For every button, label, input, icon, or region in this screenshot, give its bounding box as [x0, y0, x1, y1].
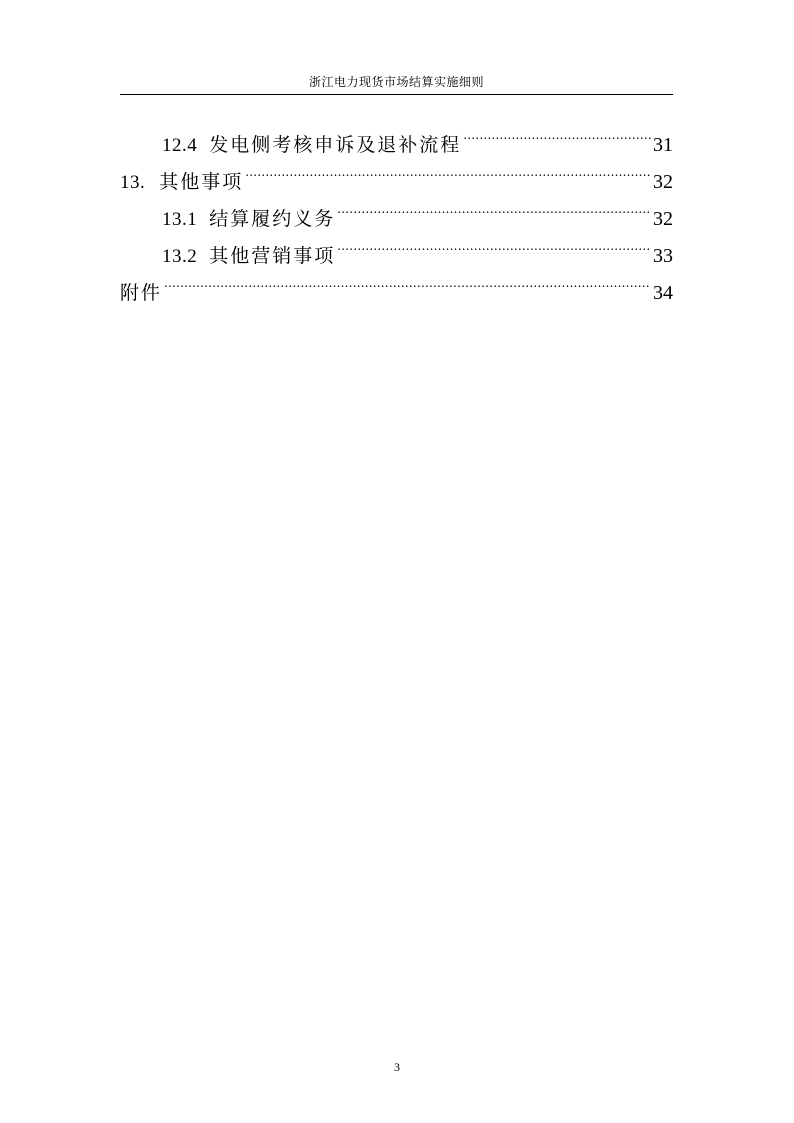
- toc-leader-dots: [337, 225, 651, 262]
- toc-leader-dots: [337, 188, 651, 225]
- header-rule: [120, 94, 673, 95]
- table-of-contents: [120, 114, 673, 304]
- toc-entry-number: 13.2: [162, 246, 198, 267]
- toc-entry-number: 13.1: [162, 209, 198, 230]
- toc-leader-dots: [463, 114, 651, 151]
- toc-leader-dots: [164, 262, 651, 299]
- toc-entry-page: 34: [653, 282, 673, 304]
- toc-leader-dots: [245, 151, 651, 188]
- toc-entry-12-4[interactable]: [120, 114, 673, 156]
- toc-entry-title: 其他营销事项: [209, 245, 336, 267]
- toc-entry-title: 其他事项: [159, 171, 244, 193]
- toc-entry-title: 结算履约义务: [209, 208, 336, 230]
- toc-entry-title: 附件: [120, 282, 163, 304]
- toc-entry-13-2[interactable]: [120, 225, 673, 267]
- toc-entry-page: 32: [653, 208, 673, 230]
- toc-entry-number: 12.4: [162, 135, 198, 156]
- toc-entry-page: 31: [653, 134, 673, 156]
- toc-entry-page: 32: [653, 171, 673, 193]
- toc-entry-number: 13.: [120, 172, 146, 193]
- toc-entry-13[interactable]: [120, 151, 673, 193]
- toc-entry-page: 33: [653, 245, 673, 267]
- toc-entry-appendix[interactable]: [120, 262, 673, 304]
- page-number: 3: [394, 1060, 400, 1074]
- toc-entry-title: 发电侧考核申诉及退补流程: [209, 134, 462, 156]
- running-header: 浙江电力现货市场结算实施细则: [308, 75, 484, 89]
